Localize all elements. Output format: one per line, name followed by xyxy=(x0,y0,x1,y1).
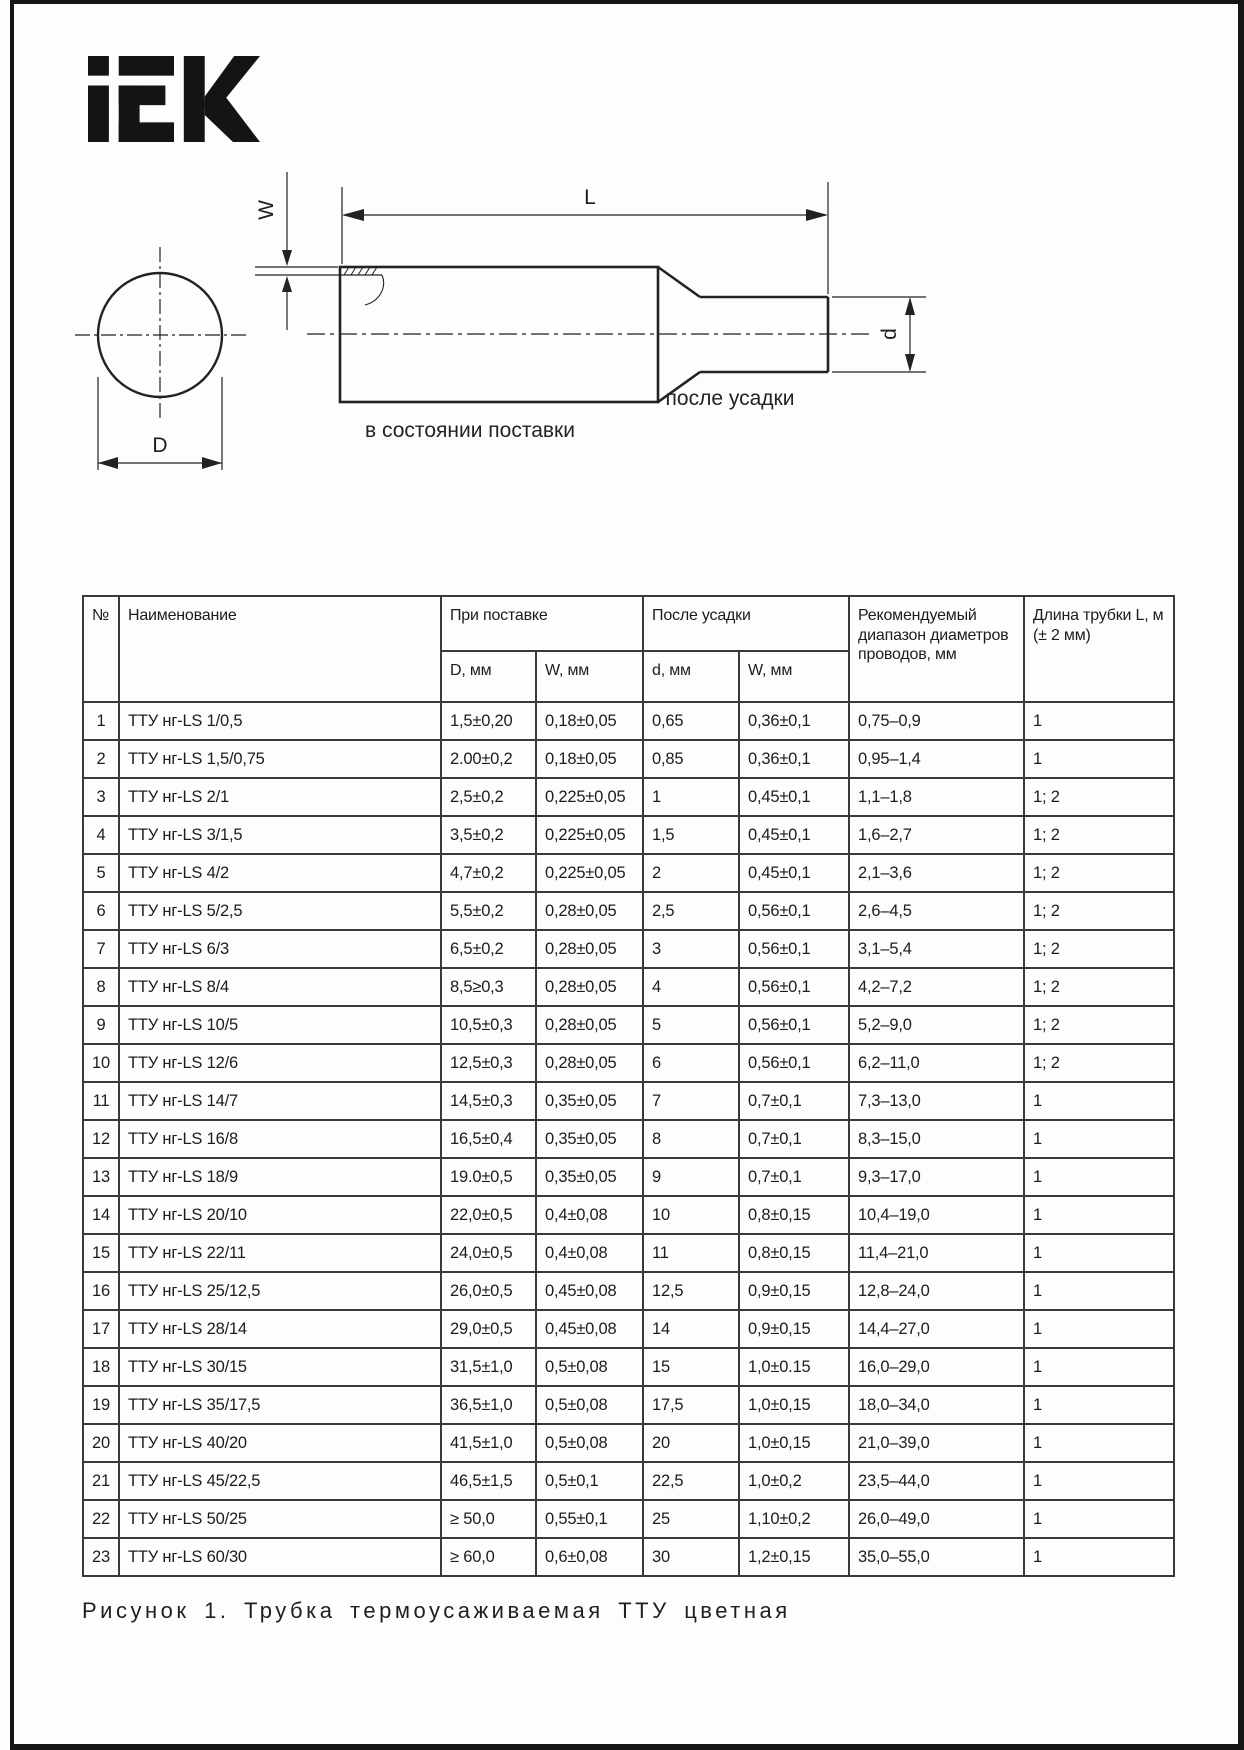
cell-length: 1 xyxy=(1024,1234,1174,1272)
cell-length: 1; 2 xyxy=(1024,930,1174,968)
cell-name: ТТУ нг-LS 14/7 xyxy=(119,1082,441,1120)
cell-d-supply: 16,5±0,4 xyxy=(441,1120,536,1158)
cell-d-supply: 22,0±0,5 xyxy=(441,1196,536,1234)
dim-label-W: W xyxy=(255,200,278,220)
cell-length: 1; 2 xyxy=(1024,1006,1174,1044)
cell-name: ТТУ нг-LS 22/11 xyxy=(119,1234,441,1272)
cell-name: ТТУ нг-LS 18/9 xyxy=(119,1158,441,1196)
cell-num: 14 xyxy=(83,1196,119,1234)
cell-name: ТТУ нг-LS 8/4 xyxy=(119,968,441,1006)
cell-length: 1 xyxy=(1024,740,1174,778)
cell-range: 4,2–7,2 xyxy=(849,968,1024,1006)
cell-length: 1; 2 xyxy=(1024,854,1174,892)
dimension-W xyxy=(255,172,338,330)
cell-num: 4 xyxy=(83,816,119,854)
cell-num: 8 xyxy=(83,968,119,1006)
table-row xyxy=(83,740,1174,778)
cell-w-supply: 0,4±0,08 xyxy=(536,1196,643,1234)
cell-range: 12,8–24,0 xyxy=(849,1272,1024,1310)
cell-d-shrink: 25 xyxy=(643,1500,739,1538)
cell-d-supply: 41,5±1,0 xyxy=(441,1424,536,1462)
cell-w-supply: 0,225±0,05 xyxy=(536,816,643,854)
cell-name: ТТУ нг-LS 35/17,5 xyxy=(119,1386,441,1424)
cell-w-supply: 0,18±0,05 xyxy=(536,702,643,740)
cell-length: 1 xyxy=(1024,1120,1174,1158)
cell-w-shrink: 0,45±0,1 xyxy=(739,816,849,854)
col-header-after-shrink: После усадки xyxy=(643,596,849,651)
cell-w-shrink: 1,2±0,15 xyxy=(739,1538,849,1576)
cell-w-supply: 0,5±0,1 xyxy=(536,1462,643,1500)
cell-w-supply: 0,18±0,05 xyxy=(536,740,643,778)
col-header-w-supply: W, мм xyxy=(536,651,643,702)
table-body xyxy=(83,702,1174,1576)
cell-w-supply: 0,225±0,05 xyxy=(536,778,643,816)
cell-range: 9,3–17,0 xyxy=(849,1158,1024,1196)
cell-length: 1 xyxy=(1024,1386,1174,1424)
cell-d-shrink: 5 xyxy=(643,1006,739,1044)
cell-w-supply: 0,45±0,08 xyxy=(536,1272,643,1310)
cell-length: 1 xyxy=(1024,1348,1174,1386)
cell-d-supply: 2,5±0,2 xyxy=(441,778,536,816)
table-row xyxy=(83,702,1174,740)
cell-w-supply: 0,6±0,08 xyxy=(536,1538,643,1576)
col-header-recommended-range: Рекомендуемый диапазон диаметров проводов, мм xyxy=(849,596,1024,702)
table-row xyxy=(83,1386,1174,1424)
cell-w-shrink: 0,56±0,1 xyxy=(739,892,849,930)
cell-range: 35,0–55,0 xyxy=(849,1538,1024,1576)
cell-range: 7,3–13,0 xyxy=(849,1082,1024,1120)
cell-num: 10 xyxy=(83,1044,119,1082)
table-row xyxy=(83,1158,1174,1196)
cell-range: 18,0–34,0 xyxy=(849,1386,1024,1424)
cell-d-supply: 10,5±0,3 xyxy=(441,1006,536,1044)
cell-length: 1 xyxy=(1024,702,1174,740)
cell-w-supply: 0,35±0,05 xyxy=(536,1158,643,1196)
table-row xyxy=(83,1462,1174,1500)
cell-range: 11,4–21,0 xyxy=(849,1234,1024,1272)
cell-w-shrink: 1,0±0,15 xyxy=(739,1424,849,1462)
table-row xyxy=(83,778,1174,816)
cell-name: ТТУ нг-LS 30/15 xyxy=(119,1348,441,1386)
cell-w-shrink: 0,56±0,1 xyxy=(739,1044,849,1082)
cell-d-supply: 19.0±0,5 xyxy=(441,1158,536,1196)
col-header-at-supply: При поставке xyxy=(441,596,643,651)
cell-num: 17 xyxy=(83,1310,119,1348)
cell-d-shrink: 1 xyxy=(643,778,739,816)
cell-name: ТТУ нг-LS 4/2 xyxy=(119,854,441,892)
cell-length: 1; 2 xyxy=(1024,968,1174,1006)
cell-name: ТТУ нг-LS 2/1 xyxy=(119,778,441,816)
cell-d-supply: 6,5±0,2 xyxy=(441,930,536,968)
cell-num: 9 xyxy=(83,1006,119,1044)
cell-num: 15 xyxy=(83,1234,119,1272)
cell-num: 11 xyxy=(83,1082,119,1120)
cell-w-supply: 0,5±0,08 xyxy=(536,1424,643,1462)
cell-length: 1 xyxy=(1024,1158,1174,1196)
cell-d-supply: 26,0±0,5 xyxy=(441,1272,536,1310)
cell-name: ТТУ нг-LS 5/2,5 xyxy=(119,892,441,930)
cell-name: ТТУ нг-LS 1/0,5 xyxy=(119,702,441,740)
cell-name: ТТУ нг-LS 28/14 xyxy=(119,1310,441,1348)
cell-d-supply: 4,7±0,2 xyxy=(441,854,536,892)
table-row xyxy=(83,930,1174,968)
cell-d-shrink: 2 xyxy=(643,854,739,892)
cell-num: 21 xyxy=(83,1462,119,1500)
cell-num: 19 xyxy=(83,1386,119,1424)
table-row xyxy=(83,1500,1174,1538)
cell-range: 8,3–15,0 xyxy=(849,1120,1024,1158)
cell-w-shrink: 0,8±0,15 xyxy=(739,1234,849,1272)
cell-w-shrink: 0,56±0,1 xyxy=(739,968,849,1006)
cell-num: 3 xyxy=(83,778,119,816)
cell-length: 1; 2 xyxy=(1024,778,1174,816)
table-row xyxy=(83,1424,1174,1462)
heat-shrink-tube-drawing xyxy=(70,152,1030,487)
cell-w-shrink: 0,8±0,15 xyxy=(739,1196,849,1234)
cell-d-supply: 31,5±1,0 xyxy=(441,1348,536,1386)
cell-w-supply: 0,28±0,05 xyxy=(536,1006,643,1044)
dim-label-D: D xyxy=(152,434,168,457)
cell-w-shrink: 1,10±0,2 xyxy=(739,1500,849,1538)
cell-d-shrink: 12,5 xyxy=(643,1272,739,1310)
cell-d-shrink: 17,5 xyxy=(643,1386,739,1424)
label-after-shrink: после усадки xyxy=(665,387,795,410)
cell-num: 23 xyxy=(83,1538,119,1576)
cell-range: 21,0–39,0 xyxy=(849,1424,1024,1462)
cell-length: 1 xyxy=(1024,1500,1174,1538)
cell-w-shrink: 0,7±0,1 xyxy=(739,1158,849,1196)
cell-d-shrink: 6 xyxy=(643,1044,739,1082)
cell-w-supply: 0,55±0,1 xyxy=(536,1500,643,1538)
cell-range: 0,75–0,9 xyxy=(849,702,1024,740)
table-row xyxy=(83,968,1174,1006)
cell-name: ТТУ нг-LS 10/5 xyxy=(119,1006,441,1044)
col-header-w-shrink: W, мм xyxy=(739,651,849,702)
cell-w-supply: 0,5±0,08 xyxy=(536,1348,643,1386)
cell-range: 6,2–11,0 xyxy=(849,1044,1024,1082)
cell-w-shrink: 0,56±0,1 xyxy=(739,1006,849,1044)
iek-logo xyxy=(88,55,260,143)
cell-d-supply: 14,5±0,3 xyxy=(441,1082,536,1120)
cell-d-supply: ≥ 50,0 xyxy=(441,1500,536,1538)
table-row xyxy=(83,854,1174,892)
cell-range: 26,0–49,0 xyxy=(849,1500,1024,1538)
cell-num: 5 xyxy=(83,854,119,892)
cell-d-shrink: 0,85 xyxy=(643,740,739,778)
cell-name: ТТУ нг-LS 3/1,5 xyxy=(119,816,441,854)
cell-range: 14,4–27,0 xyxy=(849,1310,1024,1348)
table-row xyxy=(83,1006,1174,1044)
cell-length: 1 xyxy=(1024,1424,1174,1462)
table-row xyxy=(83,1310,1174,1348)
cell-d-supply: 36,5±1,0 xyxy=(441,1386,536,1424)
cell-length: 1 xyxy=(1024,1310,1174,1348)
table-row xyxy=(83,1538,1174,1576)
cell-range: 1,1–1,8 xyxy=(849,778,1024,816)
cell-w-shrink: 0,36±0,1 xyxy=(739,702,849,740)
table-row xyxy=(83,1044,1174,1082)
cell-d-supply: ≥ 60,0 xyxy=(441,1538,536,1576)
table-row xyxy=(83,892,1174,930)
cell-length: 1 xyxy=(1024,1082,1174,1120)
cell-name: ТТУ нг-LS 16/8 xyxy=(119,1120,441,1158)
cell-w-shrink: 0,45±0,1 xyxy=(739,778,849,816)
cell-d-shrink: 10 xyxy=(643,1196,739,1234)
cell-w-supply: 0,35±0,05 xyxy=(536,1082,643,1120)
table-row xyxy=(83,1348,1174,1386)
cell-d-supply: 29,0±0,5 xyxy=(441,1310,536,1348)
cell-range: 1,6–2,7 xyxy=(849,816,1024,854)
cell-w-supply: 0,28±0,05 xyxy=(536,1044,643,1082)
cell-num: 1 xyxy=(83,702,119,740)
table-row xyxy=(83,1120,1174,1158)
dim-label-d: d xyxy=(878,328,901,340)
cell-w-supply: 0,4±0,08 xyxy=(536,1234,643,1272)
table-row xyxy=(83,1272,1174,1310)
cell-num: 22 xyxy=(83,1500,119,1538)
cell-name: ТТУ нг-LS 20/10 xyxy=(119,1196,441,1234)
cell-num: 7 xyxy=(83,930,119,968)
table-row xyxy=(83,816,1174,854)
cell-num: 2 xyxy=(83,740,119,778)
table-row xyxy=(83,1082,1174,1120)
cell-d-shrink: 8 xyxy=(643,1120,739,1158)
cell-name: ТТУ нг-LS 40/20 xyxy=(119,1424,441,1462)
cell-w-shrink: 0,36±0,1 xyxy=(739,740,849,778)
cell-name: ТТУ нг-LS 12/6 xyxy=(119,1044,441,1082)
cell-w-shrink: 1,0±0,15 xyxy=(739,1386,849,1424)
cell-w-supply: 0,35±0,05 xyxy=(536,1120,643,1158)
cell-d-shrink: 4 xyxy=(643,968,739,1006)
cell-name: ТТУ нг-LS 45/22,5 xyxy=(119,1462,441,1500)
cell-w-supply: 0,5±0,08 xyxy=(536,1386,643,1424)
cell-d-shrink: 20 xyxy=(643,1424,739,1462)
cell-d-supply: 1,5±0,20 xyxy=(441,702,536,740)
label-supply-state: в состоянии поставки xyxy=(365,419,575,442)
cell-w-shrink: 0,45±0,1 xyxy=(739,854,849,892)
cell-w-shrink: 0,7±0,1 xyxy=(739,1082,849,1120)
spec-table xyxy=(82,595,1175,1577)
cell-w-supply: 0,28±0,05 xyxy=(536,892,643,930)
col-header-name: Наименование xyxy=(119,596,441,702)
cell-num: 6 xyxy=(83,892,119,930)
cell-name: ТТУ нг-LS 6/3 xyxy=(119,930,441,968)
cell-d-shrink: 11 xyxy=(643,1234,739,1272)
cell-d-shrink: 22,5 xyxy=(643,1462,739,1500)
cell-d-supply: 3,5±0,2 xyxy=(441,816,536,854)
cell-range: 16,0–29,0 xyxy=(849,1348,1024,1386)
cell-name: ТТУ нг-LS 60/30 xyxy=(119,1538,441,1576)
cell-range: 10,4–19,0 xyxy=(849,1196,1024,1234)
cell-w-supply: 0,28±0,05 xyxy=(536,930,643,968)
cell-range: 0,95–1,4 xyxy=(849,740,1024,778)
cell-d-shrink: 14 xyxy=(643,1310,739,1348)
table-row xyxy=(83,1234,1174,1272)
cell-w-shrink: 0,56±0,1 xyxy=(739,930,849,968)
cell-range: 2,6–4,5 xyxy=(849,892,1024,930)
col-header-tube-length: Длина трубки L, м (± 2 мм) xyxy=(1024,596,1174,702)
cell-d-supply: 8,5≥0,3 xyxy=(441,968,536,1006)
cell-w-shrink: 1,0±0.15 xyxy=(739,1348,849,1386)
cell-d-supply: 46,5±1,5 xyxy=(441,1462,536,1500)
cell-num: 16 xyxy=(83,1272,119,1310)
cell-w-shrink: 0,7±0,1 xyxy=(739,1120,849,1158)
cell-w-supply: 0,225±0,05 xyxy=(536,854,643,892)
cell-range: 5,2–9,0 xyxy=(849,1006,1024,1044)
cell-d-supply: 2.00±0,2 xyxy=(441,740,536,778)
col-header-num: № xyxy=(83,596,119,702)
cell-name: ТТУ нг-LS 50/25 xyxy=(119,1500,441,1538)
figure-caption: Рисунок 1. Трубка термоусаживаемая ТТУ цветная xyxy=(82,1598,791,1623)
cell-d-supply: 24,0±0,5 xyxy=(441,1234,536,1272)
cell-length: 1; 2 xyxy=(1024,892,1174,930)
cell-d-shrink: 0,65 xyxy=(643,702,739,740)
cell-length: 1 xyxy=(1024,1272,1174,1310)
cell-d-shrink: 2,5 xyxy=(643,892,739,930)
col-header-d-shrink: d, мм xyxy=(643,651,739,702)
cell-d-shrink: 30 xyxy=(643,1538,739,1576)
cell-length: 1 xyxy=(1024,1196,1174,1234)
col-header-d-supply: D, мм xyxy=(441,651,536,702)
cell-w-shrink: 0,9±0,15 xyxy=(739,1272,849,1310)
table-row xyxy=(83,1196,1174,1234)
cell-range: 3,1–5,4 xyxy=(849,930,1024,968)
cell-num: 13 xyxy=(83,1158,119,1196)
cell-d-shrink: 15 xyxy=(643,1348,739,1386)
cell-num: 18 xyxy=(83,1348,119,1386)
cell-d-supply: 5,5±0,2 xyxy=(441,892,536,930)
cell-w-shrink: 0,9±0,15 xyxy=(739,1310,849,1348)
cell-num: 20 xyxy=(83,1424,119,1462)
cell-length: 1; 2 xyxy=(1024,816,1174,854)
cell-w-supply: 0,45±0,08 xyxy=(536,1310,643,1348)
dim-label-L: L xyxy=(584,186,596,209)
cell-w-shrink: 1,0±0,2 xyxy=(739,1462,849,1500)
cell-length: 1 xyxy=(1024,1462,1174,1500)
cell-w-supply: 0,28±0,05 xyxy=(536,968,643,1006)
cell-num: 12 xyxy=(83,1120,119,1158)
cell-d-supply: 12,5±0,3 xyxy=(441,1044,536,1082)
cell-range: 23,5–44,0 xyxy=(849,1462,1024,1500)
cell-length: 1 xyxy=(1024,1538,1174,1576)
cell-d-shrink: 9 xyxy=(643,1158,739,1196)
cell-name: ТТУ нг-LS 25/12,5 xyxy=(119,1272,441,1310)
cell-d-shrink: 7 xyxy=(643,1082,739,1120)
cell-name: ТТУ нг-LS 1,5/0,75 xyxy=(119,740,441,778)
cell-range: 2,1–3,6 xyxy=(849,854,1024,892)
cell-d-shrink: 1,5 xyxy=(643,816,739,854)
cell-d-shrink: 3 xyxy=(643,930,739,968)
cell-length: 1; 2 xyxy=(1024,1044,1174,1082)
